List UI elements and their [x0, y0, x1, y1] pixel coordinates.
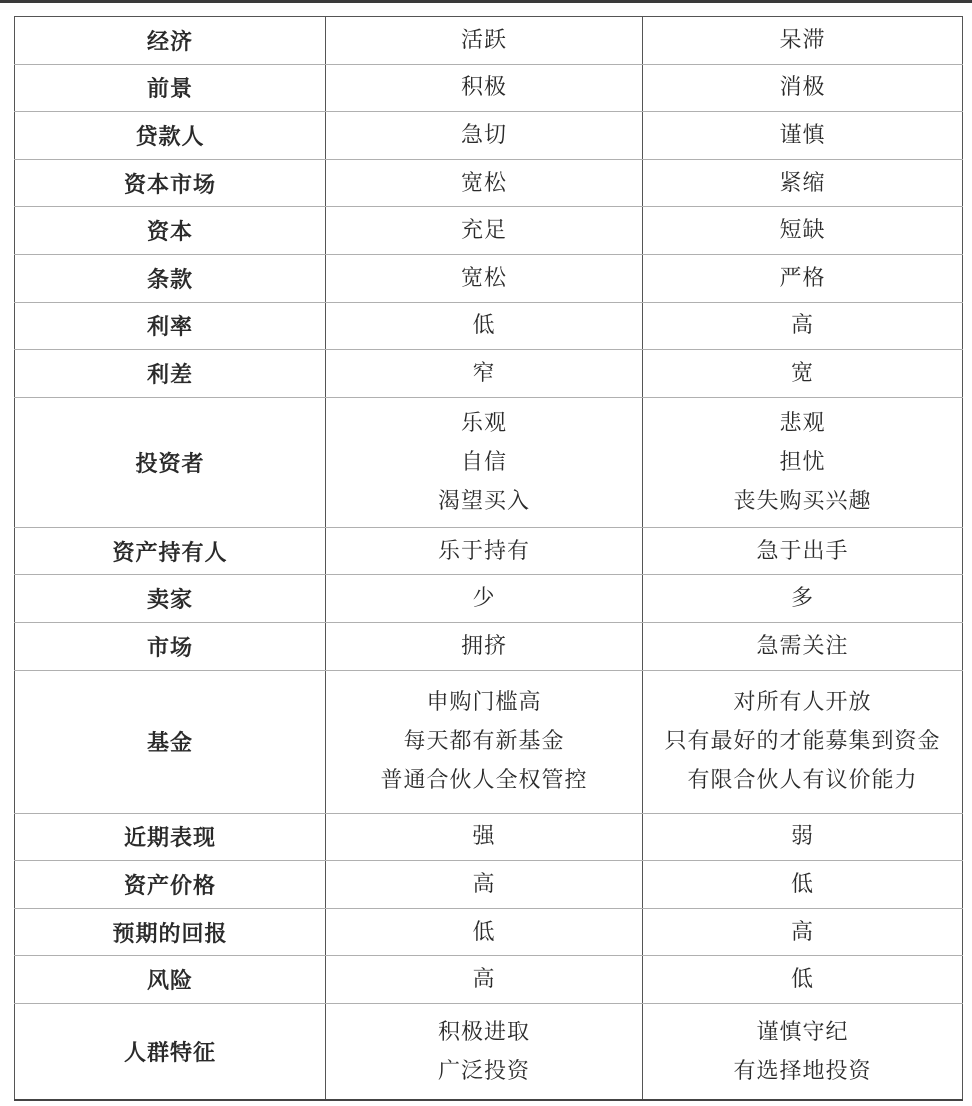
- table-row: [15, 207, 963, 255]
- cell-text-line: 充足: [460, 218, 507, 244]
- cell-text-line: 有限合伙人有议价能力: [687, 768, 918, 794]
- cell-text-line: 只有最好的才能募集到资金: [664, 729, 941, 755]
- cell-text-line: 低: [790, 871, 814, 897]
- table-row: [15, 159, 963, 207]
- cell-text-line: 消极: [779, 75, 826, 101]
- cell-text-line: 宽松: [460, 265, 507, 291]
- table-row: [15, 813, 963, 861]
- hot-market-cell: [326, 350, 643, 398]
- cold-market-cell: [643, 207, 963, 255]
- row-label: 市场: [15, 622, 326, 670]
- table-row: [15, 670, 963, 813]
- table-row: [15, 527, 963, 575]
- hot-market-cell: [326, 908, 643, 956]
- row-label: 投资者: [15, 397, 326, 527]
- cell-text-line: 急于出手: [756, 538, 849, 564]
- cell-text-line: 宽松: [460, 170, 507, 196]
- table-row: [15, 861, 963, 909]
- cell-text-line: 弱: [790, 824, 814, 850]
- cell-text-line: 高: [472, 967, 496, 993]
- row-label: 人群特征: [15, 1003, 326, 1100]
- hot-market-cell: [326, 527, 643, 575]
- hot-market-cell: [326, 813, 643, 861]
- hot-market-cell: [326, 302, 643, 350]
- cell-text-line: 谨慎: [779, 122, 826, 148]
- hot-market-cell: [326, 397, 643, 527]
- row-label: 利差: [15, 350, 326, 398]
- hot-market-cell: [326, 670, 643, 813]
- hot-market-cell: [326, 159, 643, 207]
- cell-text-line: 对所有人开放: [733, 690, 872, 716]
- row-label: 前景: [15, 64, 326, 112]
- hot-market-cell: [326, 254, 643, 302]
- table-row: [15, 956, 963, 1004]
- cell-text-line: 拥挤: [460, 633, 507, 659]
- cold-market-cell: [643, 159, 963, 207]
- cell-text-line: 渴望买入: [437, 488, 530, 514]
- cell-text-line: 呆滞: [779, 27, 826, 53]
- top-rule: [0, 0, 972, 3]
- hot-market-cell: [326, 64, 643, 112]
- cell-text-line: 高: [790, 313, 814, 339]
- cell-text-line: 乐于持有: [437, 538, 530, 564]
- cell-text-line: 强: [472, 824, 496, 850]
- cell-text-line: 低: [790, 967, 814, 993]
- cell-text-line: 宽: [790, 360, 814, 386]
- cold-market-cell: [643, 112, 963, 160]
- cell-text-line: 窄: [472, 360, 496, 386]
- cell-text-line: 高: [790, 919, 814, 945]
- cell-text-line: 谨慎守纪: [756, 1019, 849, 1045]
- row-label: 利率: [15, 302, 326, 350]
- comparison-table: [14, 16, 963, 1101]
- table-row: [15, 622, 963, 670]
- cold-market-cell: [643, 861, 963, 909]
- cell-text-line: 广泛投资: [437, 1058, 530, 1084]
- cell-text-line: 急需关注: [756, 633, 849, 659]
- row-label: 资产持有人: [15, 527, 326, 575]
- cell-text-line: 少: [472, 586, 496, 612]
- cell-text-line: 每天都有新基金: [403, 729, 565, 755]
- table-row: [15, 302, 963, 350]
- cell-text-line: 申购门槛高: [426, 690, 542, 716]
- hot-market-cell: [326, 207, 643, 255]
- cold-market-cell: [643, 350, 963, 398]
- cold-market-cell: [643, 575, 963, 623]
- row-label: 条款: [15, 254, 326, 302]
- hot-market-cell: [326, 17, 643, 65]
- cell-text-line: 积极: [460, 75, 507, 101]
- cold-market-cell: [643, 302, 963, 350]
- cell-text-line: 积极进取: [437, 1019, 530, 1045]
- table-row: [15, 575, 963, 623]
- cell-text-line: 普通合伙人全权管控: [380, 768, 588, 794]
- table-row: [15, 350, 963, 398]
- cold-market-cell: [643, 908, 963, 956]
- table-row: [15, 17, 963, 65]
- cold-market-cell: [643, 622, 963, 670]
- table-row: [15, 397, 963, 527]
- hot-market-cell: [326, 622, 643, 670]
- cold-market-cell: [643, 527, 963, 575]
- row-label: 预期的回报: [15, 908, 326, 956]
- table-row: [15, 112, 963, 160]
- hot-market-cell: [326, 575, 643, 623]
- cold-market-cell: [643, 670, 963, 813]
- cell-text-line: 丧失购买兴趣: [733, 488, 872, 514]
- cell-text-line: 急切: [460, 122, 507, 148]
- cell-text-line: 低: [472, 313, 496, 339]
- cell-text-line: 紧缩: [779, 170, 826, 196]
- cold-market-cell: [643, 64, 963, 112]
- cell-text-line: 乐观: [460, 410, 507, 436]
- cold-market-cell: [643, 17, 963, 65]
- cold-market-cell: [643, 956, 963, 1004]
- table-body: [15, 17, 963, 1101]
- cell-text-line: 活跃: [460, 27, 507, 53]
- cell-text-line: 自信: [460, 449, 507, 475]
- hot-market-cell: [326, 956, 643, 1004]
- cell-text-line: 短缺: [779, 218, 826, 244]
- row-label: 近期表现: [15, 813, 326, 861]
- hot-market-cell: [326, 861, 643, 909]
- row-label: 经济: [15, 17, 326, 65]
- cell-text-line: 高: [472, 871, 496, 897]
- row-label: 卖家: [15, 575, 326, 623]
- cold-market-cell: [643, 813, 963, 861]
- table-row: [15, 908, 963, 956]
- cold-market-cell: [643, 1003, 963, 1100]
- table-row: [15, 1003, 963, 1100]
- hot-market-cell: [326, 1003, 643, 1100]
- row-label: 资本市场: [15, 159, 326, 207]
- cell-text-line: 有选择地投资: [733, 1058, 872, 1084]
- row-label: 风险: [15, 956, 326, 1004]
- row-label: 资本: [15, 207, 326, 255]
- cell-text-line: 担忧: [779, 449, 826, 475]
- cell-text-line: 严格: [779, 265, 826, 291]
- row-label: 基金: [15, 670, 326, 813]
- table-row: [15, 64, 963, 112]
- row-label: 资产价格: [15, 861, 326, 909]
- row-label: 贷款人: [15, 112, 326, 160]
- cold-market-cell: [643, 254, 963, 302]
- cold-market-cell: [643, 397, 963, 527]
- table-row: [15, 254, 963, 302]
- cell-text-line: 多: [790, 586, 814, 612]
- cell-text-line: 低: [472, 919, 496, 945]
- cell-text-line: 悲观: [779, 410, 826, 436]
- hot-market-cell: [326, 112, 643, 160]
